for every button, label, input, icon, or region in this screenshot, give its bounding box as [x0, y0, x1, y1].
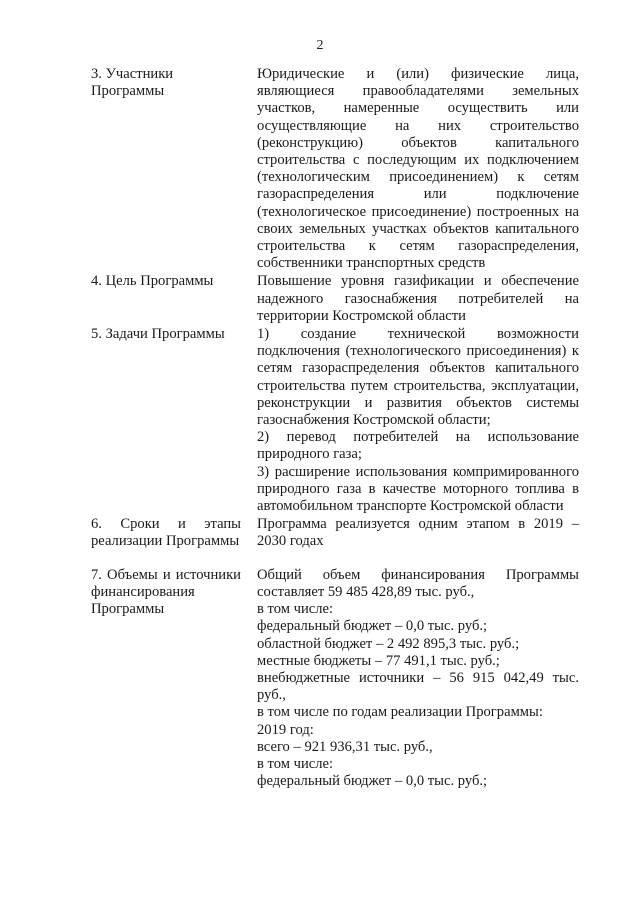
table-row-funding [91, 567, 579, 791]
funding-line: в том числе по годам реализации Программы: [257, 704, 543, 721]
page-number: 2 [316, 38, 324, 53]
funding-line: внебюджетные источники – 56 915 042,49 тыс. руб., [257, 669, 579, 704]
funding-line: областной бюджет – 2 492 895,3 тыс. руб.; [257, 635, 520, 652]
funding-line: федеральный бюджет – 0,0 тыс. руб.; [257, 773, 488, 790]
table-row-terms [91, 516, 579, 566]
funding-line: 2019 год: [257, 721, 314, 738]
task-item: 1) создание технической возможности подключения (технологического присоединения) к сетям газораспределения объектов капитального строительства путем строительства, эксплуатации, реконструкции и развития объектов системы газоснабжения Костромской области; [257, 326, 579, 429]
row-value: Повышение уровня газификации и обеспечение надежного газоснабжения потребителей на территории Костромской области [257, 273, 579, 324]
funding-line: в том числе: [257, 755, 334, 772]
task-item: 3) расширение использования компримированного природного газа в качестве моторного топлива в автомобильном транспорте Костромской области [257, 463, 579, 515]
row-label: 7. Объемы и источники финансирования Программы [91, 566, 241, 618]
funding-line: всего – 921 936,31 тыс. руб., [257, 738, 433, 755]
row-value: Юридические и (или) физические лица, являющиеся правообладателями земельных участков, намеренные осуществить или осуществляющие на них строительство (реконструкцию) объектов капитального строительства с последующим их подключением (технологическим присоединением) к сетям газораспределения или подключение (технологическое присоединение) построенных на своих земельных участках объектов капитального строительства к сетям газораспределения, собственники транспортных средств [257, 66, 579, 272]
table-row-tasks [91, 326, 579, 516]
funding-line: в том числе: [257, 601, 334, 618]
row-label: 5. Задачи Программы [91, 326, 225, 343]
table-row-goal [91, 273, 579, 326]
row-label: 3. Участники Программы [91, 66, 174, 100]
funding-line: Общий объем финансирования Программы составляет 59 485 428,89 тыс. руб., [257, 566, 579, 600]
task-item: 2) перевод потребителей на использование природного газа; [257, 429, 579, 463]
row-value [249, 326, 579, 516]
row-value [249, 567, 579, 791]
row-label: 6. Сроки и этапы реализации Программы [91, 516, 241, 550]
funding-line: местные бюджеты – 77 491,1 тыс. руб.; [257, 652, 500, 669]
program-passport-table [91, 66, 579, 790]
row-value: Программа реализуется одним этапом в 2019 – 2030 годах [257, 516, 579, 550]
table-row-participants [91, 66, 579, 273]
row-label: 4. Цель Программы [91, 273, 214, 290]
funding-line: федеральный бюджет – 0,0 тыс. руб.; [257, 618, 488, 635]
